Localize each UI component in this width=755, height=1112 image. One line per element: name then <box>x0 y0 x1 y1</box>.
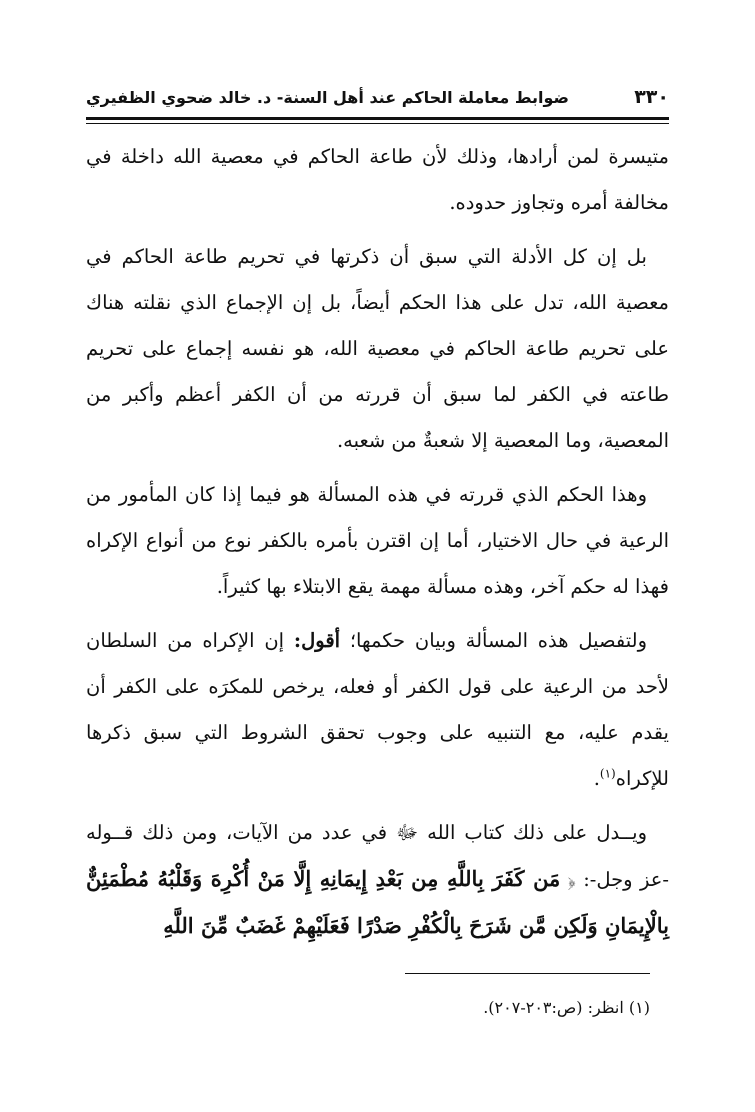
footnote-separator <box>405 973 650 974</box>
header-rule-thin <box>86 123 669 124</box>
paragraph-5 <box>86 810 669 950</box>
running-header <box>86 82 669 112</box>
paragraph-2: بل إن كل الأدلة التي سبق أن ذكرتها في تحريم طاعة الحاكم في معصية الله، تدل على هذا الحكم أيضاً، بل إن الإجماع الذي نقلته هناك على تحريم طاعة الحاكم في معصية الله، هو نفسه إجماع على تحريم طاعته في الكفر لما سبق أن قررته من أن الكفر أعظم وأكبر من المعصية، وما المعصية إلا شعبةٌ من شعبه. <box>86 245 669 452</box>
quran-verse: مَن كَفَرَ بِاللَّهِ مِن بَعْدِ إِيمَانِهِ إِلَّا مَنْ أُكْرِهَ وَقَلْبُهُ مُطْمَئِنٌّ بِالْإِيمَانِ وَلَكِن مَّن شَرَحَ بِالْكُفْرِ صَدْرًا فَعَلَيْهِمْ غَضَبٌ مِّنَ اللَّهِ <box>86 866 669 938</box>
footnote: (١) انظر: (ص:٢٠٣-٢٠٧). <box>483 998 650 1017</box>
paragraph-5-intro: ويــدل على ذلك كتاب الله ﷻ في عدد من الآيات، ومن ذلك قــوله -عز وجل-: <box>86 821 669 891</box>
paragraph-1: متيسرة لمن أرادها، وذلك لأن طاعة الحاكم في معصية الله داخلة في مخالفة أمره وتجاوز حدوده. <box>86 145 669 214</box>
header-rule-thick <box>86 117 669 120</box>
paragraph-4 <box>86 618 669 802</box>
paragraph-3: وهذا الحكم الذي قررته في هذه المسألة هو فيما إذا كان المأمور من الرعية في حال الاختيار، أما إن اقترن بأمره بالكفر نوع من أنواع الإكراه فهذا له حكم آخر، وهذه مسألة مهمة يقع الابتلاء بها كثيراً. <box>86 483 669 598</box>
body-text <box>86 134 669 958</box>
paragraph-4-bold: أقول: <box>293 629 341 652</box>
paragraph-4-lead: ولتفصيل هذه المسألة وبيان حكمها؛ <box>349 629 647 652</box>
footnote-reference: (١) <box>599 766 616 781</box>
paragraph-4-end: . <box>593 767 600 790</box>
page-number: ٣٣٠ <box>634 86 669 108</box>
quran-bracket: ﴿ <box>567 868 576 891</box>
running-title: ضوابط معاملة الحاكم عند أهل السنة- د. خالد ضحوي الظفيري <box>86 87 569 107</box>
paragraph-4-body: إن الإكراه من السلطان لأحد من الرعية على قول الكفر أو فعله، يرخص للمكرَه على الكفر أن يقدم عليه، مع التنبيه على وجوب تحقق الشروط التي سبق ذكرها للإكراه <box>86 629 669 790</box>
